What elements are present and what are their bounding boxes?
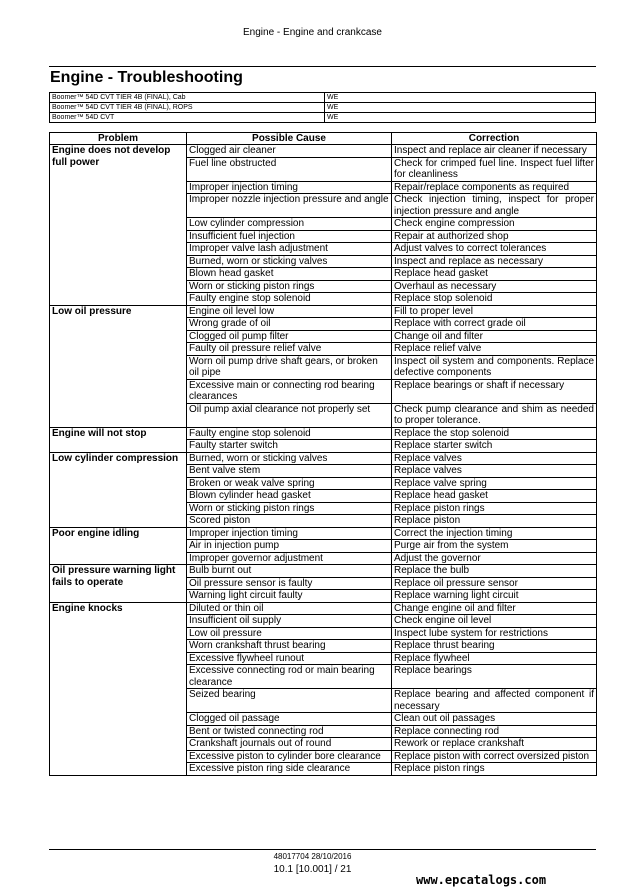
table-row xyxy=(50,145,597,158)
correction-cell: Replace stop solenoid xyxy=(392,293,597,306)
cause-cell: Excessive main or connecting rod bearing clearances xyxy=(187,379,392,403)
cause-cell: Faulty starter switch xyxy=(187,440,392,453)
cause-cell: Bent valve stem xyxy=(187,465,392,478)
model-row xyxy=(50,113,596,123)
correction-cell: Replace connecting rod xyxy=(392,725,597,738)
cause-cell: Excessive flywheel runout xyxy=(187,652,392,665)
model-code: WE xyxy=(325,93,596,103)
cause-cell: Low cylinder compression xyxy=(187,218,392,231)
correction-cell: Replace the bulb xyxy=(392,565,597,578)
page-number: 10.1 [10.001] / 21 xyxy=(273,864,352,875)
problem-cell: Engine does not develop full power xyxy=(50,145,187,306)
cause-cell: Scored piston xyxy=(187,515,392,528)
footer-divider xyxy=(49,849,596,850)
table-row xyxy=(50,602,597,615)
cause-cell: Wrong grade of oil xyxy=(187,318,392,331)
correction-cell: Adjust valves to correct tolerances xyxy=(392,243,597,256)
cause-cell: Broken or weak valve spring xyxy=(187,477,392,490)
correction-cell: Replace piston xyxy=(392,515,597,528)
correction-cell: Inspect and replace air cleaner if necessary xyxy=(392,145,597,158)
cause-cell: Burned, worn or sticking valves xyxy=(187,452,392,465)
column-header-correction: Correction xyxy=(392,133,597,145)
correction-cell: Change oil and filter xyxy=(392,330,597,343)
correction-cell: Replace warning light circuit xyxy=(392,590,597,603)
correction-cell: Clean out oil passages xyxy=(392,713,597,726)
correction-cell: Fill to proper level xyxy=(392,305,597,318)
troubleshooting-table xyxy=(49,132,597,776)
cause-cell: Oil pressure sensor is faulty xyxy=(187,577,392,590)
cause-cell: Insufficient oil supply xyxy=(187,615,392,628)
cause-cell: Excessive connecting rod or main bearing clearance xyxy=(187,665,392,689)
correction-cell: Repair/replace components as required xyxy=(392,181,597,194)
cause-cell: Crankshaft journals out of round xyxy=(187,738,392,751)
cause-cell: Excessive piston ring side clearance xyxy=(187,763,392,776)
column-header-problem: Problem xyxy=(50,133,187,145)
correction-cell: Replace piston rings xyxy=(392,502,597,515)
model-name: Boomer™ 54D CVT xyxy=(50,113,325,123)
correction-cell: Replace valve spring xyxy=(392,477,597,490)
table-row xyxy=(50,565,597,578)
cause-cell: Faulty engine stop solenoid xyxy=(187,427,392,440)
correction-cell: Replace piston with correct oversized piston xyxy=(392,750,597,763)
correction-cell: Replace bearing and affected component if necessary xyxy=(392,689,597,713)
cause-cell: Engine oil level low xyxy=(187,305,392,318)
cause-cell: Improper injection timing xyxy=(187,181,392,194)
page-title: Engine - Troubleshooting xyxy=(50,69,243,86)
correction-cell: Replace bearings xyxy=(392,665,597,689)
model-name: Boomer™ 54D CVT TIER 4B (FINAL), Cab xyxy=(50,93,325,103)
cause-cell: Warning light circuit faulty xyxy=(187,590,392,603)
problem-cell: Low oil pressure xyxy=(50,305,187,427)
cause-cell: Improper nozzle injection pressure and angle xyxy=(187,194,392,218)
cause-cell: Air in injection pump xyxy=(187,540,392,553)
model-table xyxy=(49,92,596,123)
model-code: WE xyxy=(325,113,596,123)
model-row xyxy=(50,103,596,113)
cause-cell: Worn crankshaft thrust bearing xyxy=(187,640,392,653)
correction-cell: Change engine oil and filter xyxy=(392,602,597,615)
cause-cell: Bulb burnt out xyxy=(187,565,392,578)
correction-cell: Overhaul as necessary xyxy=(392,280,597,293)
cause-cell: Improper governor adjustment xyxy=(187,552,392,565)
correction-cell: Replace head gasket xyxy=(392,490,597,503)
correction-cell: Inspect and replace as necessary xyxy=(392,255,597,268)
correction-cell: Inspect lube system for restrictions xyxy=(392,627,597,640)
problem-cell: Poor engine idling xyxy=(50,527,187,565)
correction-cell: Check injection timing, inspect for proper injection pressure and angle xyxy=(392,194,597,218)
running-header: Engine - Engine and crankcase xyxy=(243,27,382,38)
cause-cell: Improper injection timing xyxy=(187,527,392,540)
correction-cell: Replace flywheel xyxy=(392,652,597,665)
table-row xyxy=(50,427,597,440)
correction-cell: Check engine compression xyxy=(392,218,597,231)
table-row xyxy=(50,527,597,540)
correction-cell: Replace relief valve xyxy=(392,343,597,356)
correction-cell: Replace head gasket xyxy=(392,268,597,281)
correction-cell: Replace thrust bearing xyxy=(392,640,597,653)
correction-cell: Repair at authorized shop xyxy=(392,230,597,243)
cause-cell: Worn or sticking piston rings xyxy=(187,280,392,293)
cause-cell: Faulty engine stop solenoid xyxy=(187,293,392,306)
cause-cell: Low oil pressure xyxy=(187,627,392,640)
cause-cell: Diluted or thin oil xyxy=(187,602,392,615)
cause-cell: Worn oil pump drive shaft gears, or broken oil pipe xyxy=(187,355,392,379)
correction-cell: Replace oil pressure sensor xyxy=(392,577,597,590)
cause-cell: Oil pump axial clearance not properly set xyxy=(187,403,392,427)
problem-cell: Low cylinder compression xyxy=(50,452,187,527)
cause-cell: Clogged oil passage xyxy=(187,713,392,726)
cause-cell: Seized bearing xyxy=(187,689,392,713)
correction-cell: Check for crimped fuel line. Inspect fuel lifter for cleanliness xyxy=(392,157,597,181)
document-code: 48017704 28/10/2016 xyxy=(273,852,352,861)
correction-cell: Replace bearings or shaft if necessary xyxy=(392,379,597,403)
correction-cell: Adjust the governor xyxy=(392,552,597,565)
correction-cell: Replace valves xyxy=(392,452,597,465)
correction-cell: Replace the stop solenoid xyxy=(392,427,597,440)
correction-cell: Replace piston rings xyxy=(392,763,597,776)
table-row xyxy=(50,305,597,318)
cause-cell: Bent or twisted connecting rod xyxy=(187,725,392,738)
cause-cell: Faulty oil pressure relief valve xyxy=(187,343,392,356)
cause-cell: Clogged air cleaner xyxy=(187,145,392,158)
cause-cell: Clogged oil pump filter xyxy=(187,330,392,343)
correction-cell: Rework or replace crankshaft xyxy=(392,738,597,751)
cause-cell: Fuel line obstructed xyxy=(187,157,392,181)
correction-cell: Replace with correct grade oil xyxy=(392,318,597,331)
header-divider xyxy=(49,66,596,67)
model-name: Boomer™ 54D CVT TIER 4B (FINAL), ROPS xyxy=(50,103,325,113)
cause-cell: Blown head gasket xyxy=(187,268,392,281)
model-code: WE xyxy=(325,103,596,113)
cause-cell: Insufficient fuel injection xyxy=(187,230,392,243)
watermark: www.epcatalogs.com xyxy=(416,873,547,887)
cause-cell: Excessive piston to cylinder bore clearance xyxy=(187,750,392,763)
cause-cell: Improper valve lash adjustment xyxy=(187,243,392,256)
problem-cell: Oil pressure warning light fails to operate xyxy=(50,565,187,603)
problem-cell: Engine will not stop xyxy=(50,427,187,452)
column-header-cause: Possible Cause xyxy=(187,133,392,145)
problem-cell: Engine knocks xyxy=(50,602,187,775)
cause-cell: Burned, worn or sticking valves xyxy=(187,255,392,268)
correction-cell: Replace valves xyxy=(392,465,597,478)
cause-cell: Blown cylinder head gasket xyxy=(187,490,392,503)
correction-cell: Correct the injection timing xyxy=(392,527,597,540)
cause-cell: Worn or sticking piston rings xyxy=(187,502,392,515)
correction-cell: Check pump clearance and shim as needed to proper tolerance. xyxy=(392,403,597,427)
table-row xyxy=(50,452,597,465)
correction-cell: Check engine oil level xyxy=(392,615,597,628)
correction-cell: Inspect oil system and components. Replace defective components xyxy=(392,355,597,379)
model-row xyxy=(50,93,596,103)
correction-cell: Purge air from the system xyxy=(392,540,597,553)
correction-cell: Replace starter switch xyxy=(392,440,597,453)
